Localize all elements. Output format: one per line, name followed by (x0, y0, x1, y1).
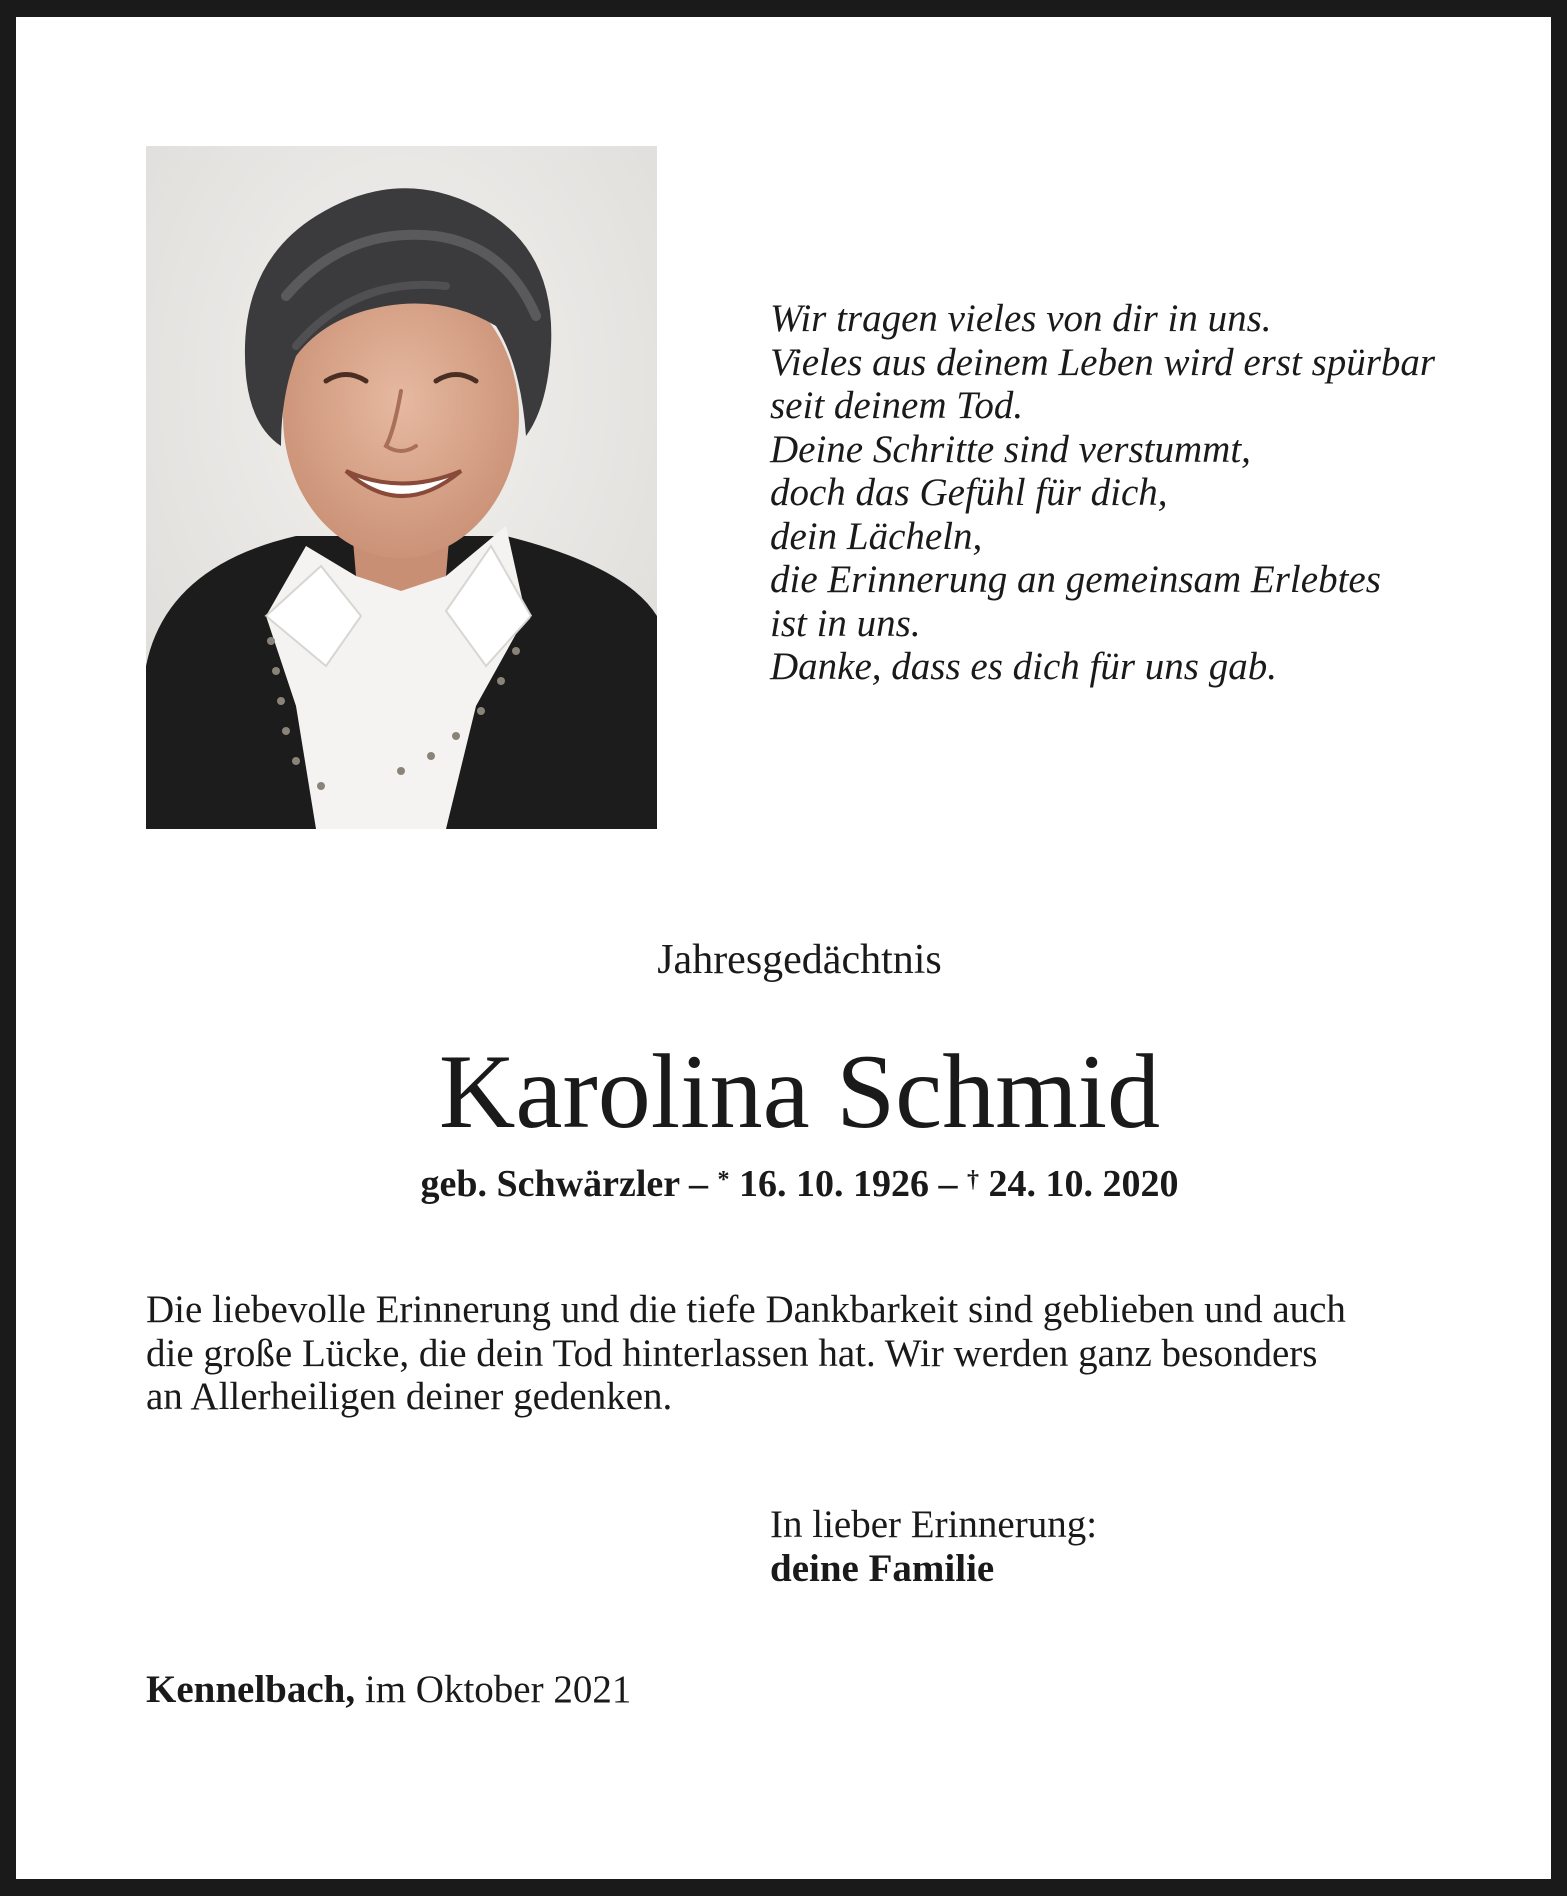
poem-line: seit deinem Tod. (770, 384, 1024, 427)
signoff-signature: deine Familie (770, 1546, 995, 1590)
portrait-illustration (146, 146, 657, 829)
signoff (770, 1503, 1097, 1590)
birth-date: 16. 10. 1926 (738, 1163, 929, 1205)
poem-line: Vieles aus deinem Leben wird erst spürbar (770, 340, 1436, 384)
date-separator: – (938, 1163, 958, 1205)
birth-name: geb. Schwärzler (420, 1163, 680, 1205)
death-date: 24. 10. 2020 (988, 1163, 1179, 1205)
memorial-text-line: die große Lücke, die dein Tod hinterlassen hat. Wir werden ganz besonders (146, 1331, 1318, 1375)
place-date (146, 1668, 631, 1712)
deceased-name: Karolina Schmid (438, 1033, 1161, 1150)
memorial-text (146, 1288, 1466, 1419)
place-month: im Oktober 2021 (364, 1668, 632, 1711)
poem-line: ist in uns. (770, 601, 921, 645)
life-dates (16, 1159, 1567, 1209)
place-town: Kennelbach, (146, 1668, 356, 1711)
poem-verse (770, 297, 1490, 689)
poem-line: Wir tragen vieles von dir in uns. (770, 297, 1272, 340)
notice-heading: Jahresgedächtnis (657, 937, 942, 983)
date-separator: – (688, 1163, 708, 1205)
poem-line: dein Lächeln, (770, 514, 983, 558)
poem-line: Danke, dass es dich für uns gab. (770, 645, 1277, 688)
birth-star-icon: * (717, 1167, 730, 1193)
death-cross-icon: † (966, 1167, 979, 1193)
portrait-photo (146, 146, 657, 829)
poem-line: Deine Schritte sind verstummt, (770, 427, 1251, 471)
memorial-text-line: Die liebevolle Erinnerung und die tiefe Dankbarkeit sind geblieben und auch (146, 1288, 1346, 1331)
poem-line: doch das Gefühl für dich, (770, 471, 1168, 514)
signoff-intro: In lieber Erinnerung: (770, 1503, 1098, 1546)
poem-line: die Erinnerung an gemeinsam Erlebtes (770, 558, 1381, 601)
memorial-text-line: an Allerheiligen deiner gedenken. (146, 1375, 673, 1418)
